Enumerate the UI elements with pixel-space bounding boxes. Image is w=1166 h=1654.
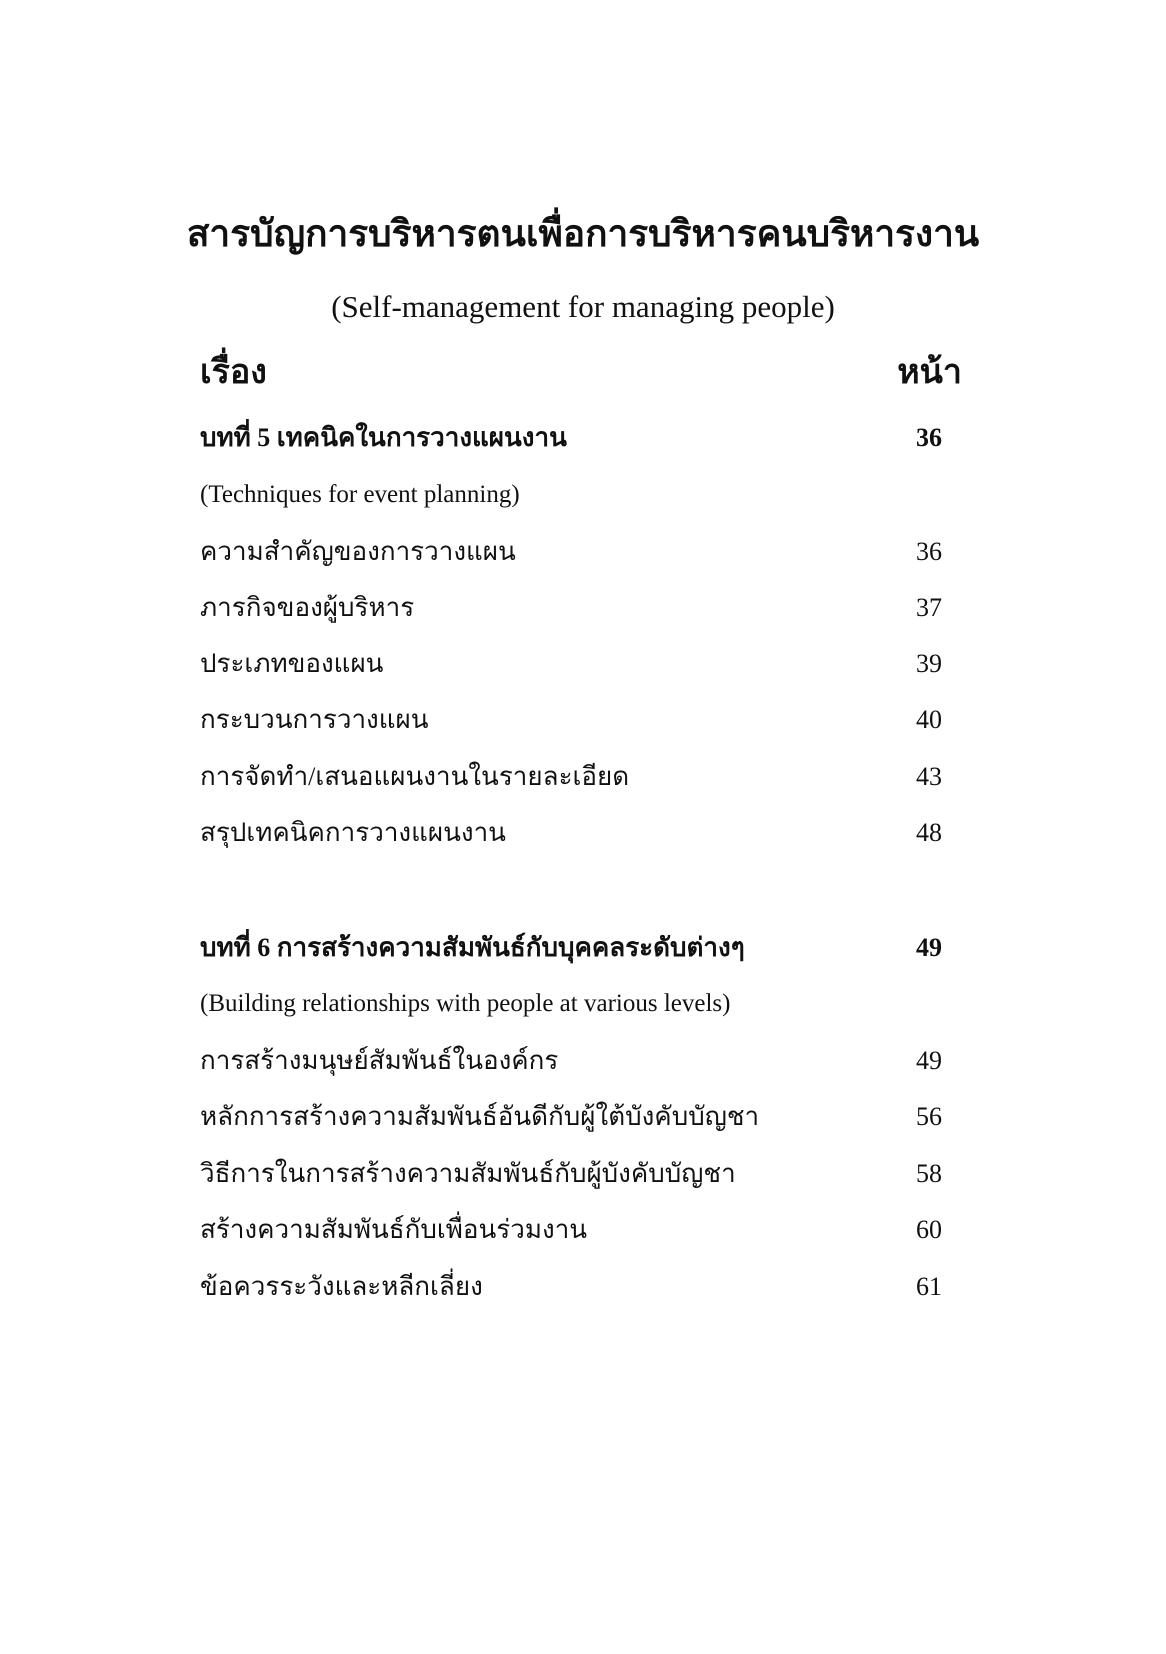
chapter-english-title: (Techniques for event planning): [200, 481, 520, 508]
toc-item: [200, 1094, 942, 1140]
page-number: 60: [916, 1215, 942, 1244]
page-number: 49: [916, 933, 942, 962]
page-number: 56: [916, 1102, 942, 1131]
page-number: 40: [916, 705, 942, 734]
item-label: หลักการสร้างความสัมพันธ์อันดีกับผู้ใต้บังคับบัญชา: [200, 1102, 760, 1131]
toc-item: [200, 585, 942, 631]
item-label: วิธีการในการสร้างความสัมพันธ์กับผู้บังคับบัญชา: [200, 1159, 736, 1188]
chapter-5-english-title: [200, 472, 942, 518]
toc-item: [200, 529, 942, 575]
item-label: ภารกิจของผู้บริหาร: [200, 593, 415, 622]
chapter-5-entry: [200, 415, 942, 461]
toc-item: [200, 1038, 942, 1084]
page-number: 36: [916, 423, 942, 452]
page-number: 49: [916, 1046, 942, 1075]
chapter-6-entry: [200, 925, 942, 971]
toc-item: [200, 641, 942, 687]
toc-item: [200, 697, 942, 743]
page-column-header: หน้า: [897, 354, 962, 391]
page-number: 48: [916, 818, 942, 847]
toc-item: [200, 810, 942, 856]
toc-item: [200, 1151, 942, 1197]
toc-item: [200, 754, 942, 800]
item-label: สร้างความสัมพันธ์กับเพื่อนร่วมงาน: [200, 1215, 588, 1244]
chapter-title: บทที่ 6 การสร้างความสัมพันธ์กับบุคคลระดับต่างๆ: [200, 933, 745, 962]
topic-column-header: เรื่อง: [200, 354, 267, 391]
page-title: สารบัญการบริหารตนเพื่อการบริหารคนบริหารงาน: [186, 214, 980, 255]
page-number: 58: [916, 1159, 942, 1188]
chapter-english-title: (Building relationships with people at various levels): [200, 990, 731, 1017]
page-number: 37: [916, 593, 942, 622]
page-number: 61: [916, 1272, 942, 1301]
item-label: ประเภทของแผน: [200, 649, 384, 678]
toc-item: [200, 1207, 942, 1253]
page-number: 39: [916, 649, 942, 678]
page-subtitle: (Self-management for managing people): [331, 289, 835, 324]
toc-item: [200, 1264, 942, 1310]
item-label: สรุปเทคนิคการวางแผนงาน: [200, 818, 506, 847]
item-label: ข้อควรระวังและหลีกเลี่ยง: [200, 1272, 483, 1301]
page-number: 43: [916, 762, 942, 791]
item-label: ความสำคัญของการวางแผน: [200, 537, 516, 566]
chapter-6-english-title: [200, 981, 942, 1027]
item-label: การสร้างมนุษย์สัมพันธ์ในองค์กร: [200, 1046, 559, 1075]
chapter-title: บทที่ 5 เทคนิคในการวางแผนงาน: [200, 423, 567, 452]
item-label: การจัดทำ/เสนอแผนงานในรายละเอียด: [200, 762, 630, 791]
page-number: 36: [916, 537, 942, 566]
item-label: กระบวนการวางแผน: [200, 705, 429, 734]
